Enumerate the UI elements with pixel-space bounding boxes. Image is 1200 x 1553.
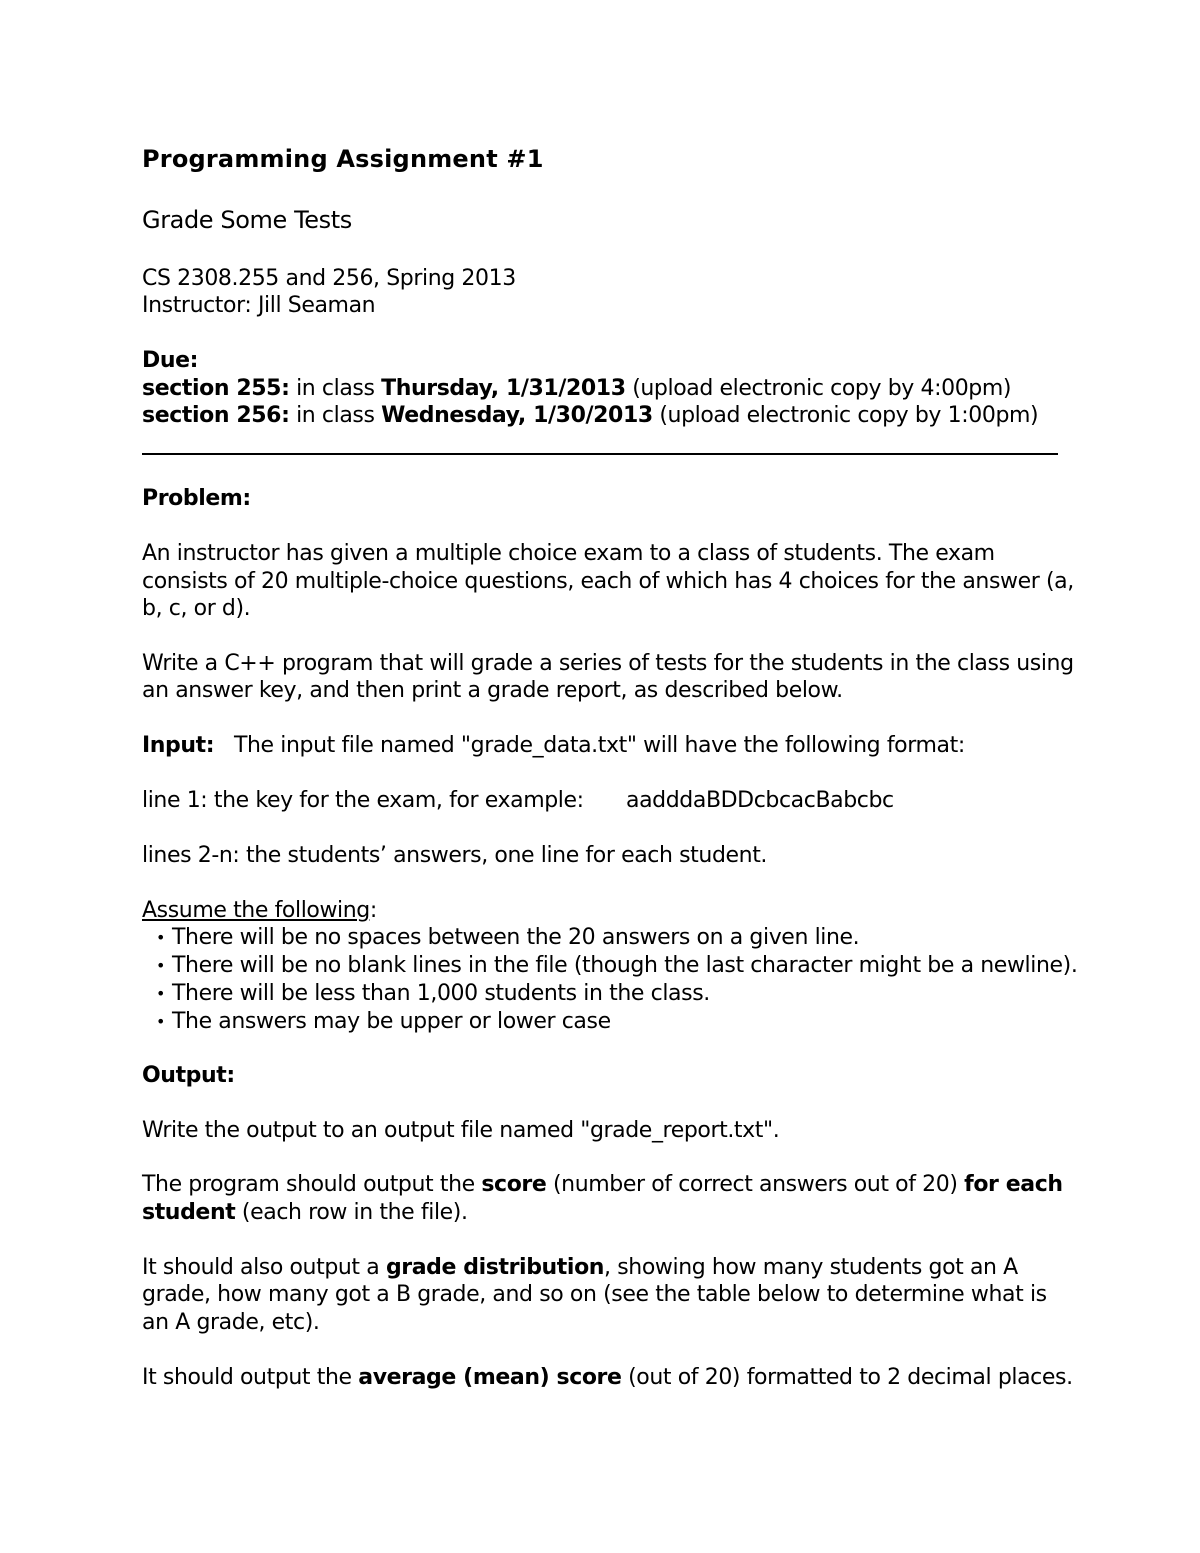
list-item-text: The answers may be upper or lower case bbox=[172, 1009, 611, 1034]
problem-p1-line1: An instructor has given a multiple choice exam to a class of students. The exam bbox=[142, 541, 995, 566]
due-label bbox=[142, 348, 198, 373]
problem-p1-line2: consists of 20 multiple-choice questions, each of which has 4 choices for the answer (a, bbox=[142, 569, 1074, 594]
due-heading: Due: bbox=[142, 348, 199, 373]
output-p3-line3: an A grade, etc). bbox=[142, 1310, 320, 1335]
list-item bbox=[142, 1008, 1077, 1036]
list-item bbox=[142, 952, 1077, 980]
course-line: CS 2308.255 and 256, Spring 2013 bbox=[142, 266, 516, 291]
section-256-post: (upload electronic copy by 1:00pm) bbox=[652, 403, 1039, 428]
output-p2-a: The program should output the bbox=[142, 1172, 482, 1197]
output-p3-line2: grade, how many got a B grade, and so on (see the table below to determine what is bbox=[142, 1282, 1047, 1307]
output-p2-line2 bbox=[142, 1200, 468, 1225]
output-heading-text: Output: bbox=[142, 1063, 235, 1088]
output-p3-c: , showing how many students got an A bbox=[604, 1255, 1018, 1280]
problem-p2-line1: Write a C++ program that will grade a series of tests for the students in the class using bbox=[142, 651, 1074, 676]
output-p4-c: (out of 20) formatted to 2 decimal places. bbox=[621, 1365, 1073, 1390]
output-p2-e: student bbox=[142, 1200, 236, 1225]
section-256-label: section 256: bbox=[142, 403, 290, 428]
assume-heading bbox=[142, 898, 377, 923]
output-p3-b: grade distribution bbox=[385, 1255, 605, 1280]
list-item bbox=[142, 924, 1077, 952]
section-256-pre: in class bbox=[289, 403, 382, 428]
output-p2-d: for each bbox=[964, 1172, 1063, 1197]
list-item-text: There will be no blank lines in the file (though the last character might be a newline). bbox=[172, 953, 1078, 978]
list-item bbox=[142, 980, 1077, 1008]
section-255-label: section 255: bbox=[142, 376, 290, 401]
problem-heading-text: Problem: bbox=[142, 486, 251, 511]
bullet-icon: • bbox=[156, 984, 166, 1003]
bullet-icon: • bbox=[156, 1012, 166, 1031]
horizontal-divider bbox=[142, 453, 1058, 455]
section-255-pre: in class bbox=[289, 376, 382, 401]
due-section-255 bbox=[142, 376, 1011, 401]
answer-key-example: aadddaBDDcbcacBabcbc bbox=[626, 788, 894, 813]
output-p2-c: (number of correct answers out of 20) bbox=[546, 1172, 965, 1197]
section-255-day: Thursday, 1/31/2013 bbox=[381, 376, 626, 401]
bullet-icon: • bbox=[156, 956, 166, 975]
output-p2-b: score bbox=[481, 1172, 547, 1197]
problem-p1-line3: b, c, or d). bbox=[142, 596, 251, 621]
output-p4-a: It should output the bbox=[142, 1365, 359, 1390]
output-p2-f: (each row in the file). bbox=[235, 1200, 468, 1225]
section-255-post: (upload electronic copy by 4:00pm) bbox=[625, 376, 1012, 401]
output-p4 bbox=[142, 1365, 1073, 1390]
input-lines2n: lines 2-n: the students’ answers, one line for each student. bbox=[142, 843, 768, 868]
list-item-text: There will be less than 1,000 students in the class. bbox=[172, 981, 710, 1006]
due-section-256 bbox=[142, 403, 1038, 428]
bullet-icon: • bbox=[156, 928, 166, 947]
input-desc: The input file named "grade_data.txt" will have the following format: bbox=[214, 733, 965, 758]
section-256-day: Wednesday, 1/30/2013 bbox=[381, 403, 653, 428]
instructor-line: Instructor: Jill Seaman bbox=[142, 293, 376, 318]
output-p3-a: It should also output a bbox=[142, 1255, 386, 1280]
list-item-text: There will be no spaces between the 20 answers on a given line. bbox=[172, 925, 860, 950]
assume-label: Assume the following bbox=[142, 898, 370, 923]
output-p1: Write the output to an output file named "grade_report.txt". bbox=[142, 1118, 780, 1143]
input-line1 bbox=[142, 788, 1072, 813]
problem-p2-line2: an answer key, and then print a grade report, as described below. bbox=[142, 678, 843, 703]
problem-heading bbox=[142, 486, 251, 511]
output-heading bbox=[142, 1063, 235, 1088]
page-subtitle: Grade Some Tests bbox=[142, 206, 352, 234]
page-title: Programming Assignment #1 bbox=[142, 145, 544, 173]
input-label: Input: bbox=[142, 733, 215, 758]
output-p3-line1 bbox=[142, 1255, 1018, 1280]
assume-colon: : bbox=[369, 898, 377, 923]
output-p2-line1 bbox=[142, 1172, 1063, 1197]
input-line bbox=[142, 733, 965, 758]
input-line1-text: line 1: the key for the exam, for example: bbox=[142, 788, 584, 813]
assumption-list bbox=[142, 924, 1077, 1036]
output-p4-b: average (mean) score bbox=[358, 1365, 622, 1390]
